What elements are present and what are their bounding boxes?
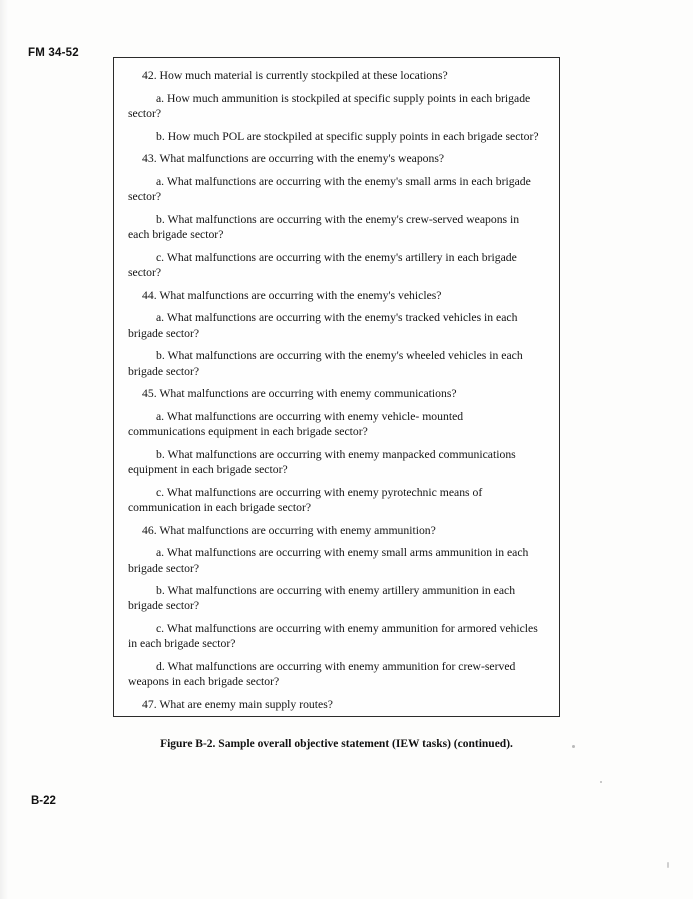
sub-question-item: a. What malfunctions are occurring with enemy small arms ammunition in each brigade sector? bbox=[128, 546, 529, 575]
sub-question-item: d. What malfunctions are occurring with enemy ammunition for crew-served weapons in each brigade sector? bbox=[128, 660, 516, 689]
scan-speck bbox=[667, 862, 669, 868]
question-item: 45. What malfunctions are occurring with enemy communications? bbox=[142, 387, 457, 401]
question-item: 44. What malfunctions are occurring with the enemy's vehicles? bbox=[142, 288, 442, 302]
sub-question-item: b. What malfunctions are occurring with enemy artillery ammunition in each brigade sector? bbox=[128, 584, 516, 613]
sub-question-item: c. What malfunctions are occurring with enemy pyrotechnic means of communication in each brigade sector? bbox=[128, 485, 483, 514]
scan-speck bbox=[572, 745, 575, 748]
sub-question-item: a. How much ammunition is stockpiled at specific supply points in each brigade sector? bbox=[128, 91, 531, 120]
question-item: 47. What are enemy main supply routes? bbox=[142, 698, 333, 711]
figure-box bbox=[113, 57, 560, 717]
sub-question-item: c. What malfunctions are occurring with the enemy's artillery in each brigade sector? bbox=[128, 250, 517, 280]
question-item: 46. What malfunctions are occurring with enemy ammunition? bbox=[142, 523, 436, 537]
sub-question-item: b. What malfunctions are occurring with enemy manpacked communications equipment in each brigade sector? bbox=[128, 447, 516, 477]
page-number: B-22 bbox=[31, 795, 56, 807]
sub-question-item: b. What malfunctions are occurring with the enemy's wheeled vehicles in each brigade sector? bbox=[128, 349, 523, 378]
sub-question-item: b. What malfunctions are occurring with the enemy's crew-served weapons in each brigade sector? bbox=[128, 212, 520, 242]
scan-speck bbox=[600, 781, 602, 783]
sub-question-item: a. What malfunctions are occurring with the enemy's tracked vehicles in each brigade sector? bbox=[128, 311, 518, 340]
page-edge-shadow bbox=[0, 0, 8, 899]
sub-question-item: a. What malfunctions are occurring with enemy vehicle- mounted communications equipment in each brigade sector? bbox=[128, 409, 464, 439]
sub-question-item: b. How much POL are stockpiled at specific supply points in each brigade sector? bbox=[156, 129, 539, 143]
figure-caption: Figure B-2. Sample overall objective statement (IEW tasks) (continued). bbox=[160, 738, 513, 750]
manual-number: FM 34-52 bbox=[28, 47, 79, 59]
question-item: 43. What malfunctions are occurring with the enemy's weapons? bbox=[142, 152, 445, 166]
question-item: 42. How much material is currently stockpiled at these locations? bbox=[142, 69, 448, 82]
sub-question-item: a. What malfunctions are occurring with the enemy's small arms in each brigade sector? bbox=[128, 175, 531, 204]
sub-question-item: c. What malfunctions are occurring with enemy ammunition for armored vehicles in each brigade sector? bbox=[128, 622, 538, 651]
